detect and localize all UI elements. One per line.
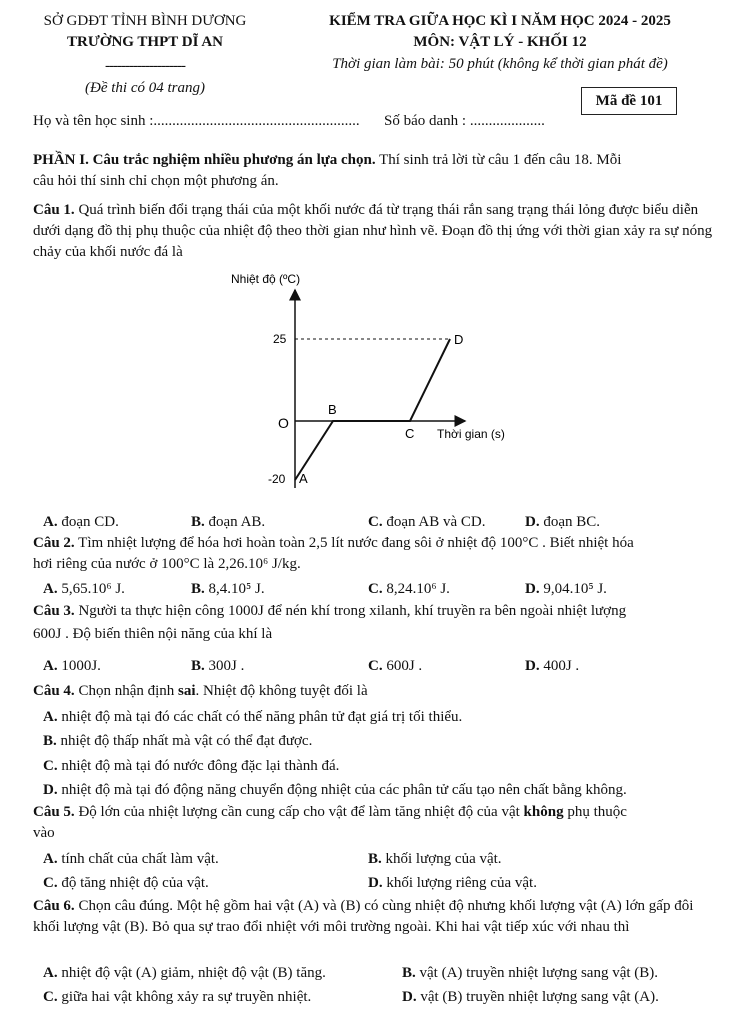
q3-option-d-text: 400J . [539,658,580,674]
q6-option-a[interactable] [43,963,326,983]
q6-option-d[interactable] [402,987,659,1007]
q5-option-b[interactable] [368,849,502,869]
graph-point-c: C [405,426,415,441]
graph-xlabel: Thời gian (s) [437,427,505,441]
q3-text-line2: 600J . Độ biến thiên nội năng của khí là [33,626,273,642]
q3-option-c-label: C. [368,658,383,674]
q4-text-bold: sai [178,683,196,699]
question-2 [33,535,634,552]
q5-option-b-text: khối lượng của vật. [381,851,502,867]
q5-option-a[interactable] [43,849,219,869]
q1-option-b-text: đoạn AB. [204,514,266,530]
q5-option-b-label: B. [368,851,382,867]
subject-title: MÔN: VẬT LÝ - KHỐI 12 [413,34,587,50]
q4-option-b[interactable] [43,731,312,751]
question-1 [33,200,713,263]
q4-label: Câu 4. [33,683,75,699]
q3-option-b-text: 300J . [204,658,245,674]
q4-option-c-text: nhiệt độ mà tại đó nước đông đặc lại thành đá. [57,758,340,774]
question-3 [33,603,626,620]
q6-option-a-text: nhiệt độ vật (A) giảm, nhiệt độ vật (B) tăng. [57,965,326,981]
q4-option-a-label: A. [43,709,58,725]
q6-option-c-text: giữa hai vật không xảy ra sự truyền nhiệt. [57,989,312,1005]
q2-option-c-label: C. [368,581,383,597]
q5-option-a-label: A. [43,851,58,867]
graph-tick-minus20: -20 [268,472,286,486]
q2-option-d[interactable] [525,579,607,599]
graph-origin-label: O [278,415,289,431]
question-6 [33,896,713,938]
q4-option-d-label: D. [43,782,58,798]
q1-text: Quá trình biến đổi trạng thái của một khối nước đá từ trạng thái rắn sang trạng thái lỏng được biểu diễn dưới dạng đồ thị phụ thuộc của nhiệt độ theo thời gian như hình vẽ. Đoạn đồ thị ứng với thời gian xảy ra sự nóng chảy của khối nước đá là [33,202,713,260]
graph-ylabel: Nhiệt độ (ºC) [231,272,301,286]
q6-option-c-label: C. [43,989,58,1005]
q1-option-d[interactable] [525,512,600,532]
q2-text-line2: hơi riêng của nước ở 100°C là 2,26.10⁶ J/kg. [33,556,301,572]
q6-option-b-label: B. [402,965,416,981]
q3-label: Câu 3. [33,603,75,619]
q1-option-c[interactable] [368,512,486,532]
q5-option-d-label: D. [368,875,383,891]
school-name: TRƯỜNG THPT DĨ AN [67,34,223,50]
q2-option-a-label: A. [43,581,58,597]
q2-option-a[interactable] [43,579,125,599]
q6-option-b-text: vật (A) truyền nhiệt lượng sang vật (B). [415,965,659,981]
part1-heading: PHẦN I. Câu trắc nghiệm nhiều phương án lựa chọn. [33,152,376,168]
q1-option-b[interactable] [191,512,265,532]
dept-name: SỞ GDĐT TỈNH BÌNH DƯƠNG [43,13,247,29]
q5-text-a: Độ lớn của nhiệt lượng cần cung cấp cho vật để làm tăng nhiệt độ của vật [74,804,524,820]
q3-option-c-text: 600J . [382,658,423,674]
page-count: (Đề thi có 04 trang) [85,80,205,96]
q6-option-d-label: D. [402,989,417,1005]
q2-option-d-label: D. [525,581,540,597]
q2-option-b-text: 8,4.10⁵ J. [204,581,265,597]
q6-label: Câu 6. [33,898,75,914]
q1-option-c-label: C. [368,514,383,530]
q3-option-a-text: 1000J. [57,658,101,674]
q5-option-d-text: khối lượng riêng của vật. [382,875,537,891]
q2-text-line1: Tìm nhiệt lượng để hóa hơi hoàn toàn 2,5 lít nước đang sôi ở nhiệt độ 100°C . Biết nhiệt hóa [74,535,634,551]
q4-option-d-text: nhiệt độ mà tại đó động năng chuyển động nhiệt của các phân tử cấu tạo nên chất bằng không. [57,782,627,798]
q4-text-a: Chọn nhận định [74,683,179,699]
graph-point-d: D [454,332,464,347]
q4-option-a[interactable] [43,707,462,727]
student-id-field[interactable]: Số báo danh : .................... [384,113,545,129]
q5-label: Câu 5. [33,804,75,820]
q6-option-a-label: A. [43,965,58,981]
header-dashes: -------------------- [105,58,185,74]
part1-instructions: Thí sinh trả lời từ câu 1 đến câu 18. Mỗi [375,152,622,168]
q3-option-b[interactable] [191,656,244,676]
q1-option-d-label: D. [525,514,540,530]
q5-text-line2: vào [33,825,55,841]
q3-option-a-label: A. [43,658,58,674]
q1-graph [225,268,515,493]
q2-option-b[interactable] [191,579,265,599]
q4-option-c-label: C. [43,758,58,774]
q3-option-c[interactable] [368,656,422,676]
q2-label: Câu 2. [33,535,75,551]
q1-option-a-label: A. [43,514,58,530]
graph-point-a: A [299,471,308,486]
q3-option-b-label: B. [191,658,205,674]
q6-text: Chọn câu đúng. Một hệ gồm hai vật (A) và (B) có cùng nhiệt độ nhưng khối lượng vật (A) lớn gấp đôi khối lượng vật (B). Bỏ qua sự trao đổi nhiệt với môi trường ngoài. Khi hai vật tiếp xúc với nhau thì [33,898,694,935]
q5-option-c[interactable] [43,873,209,893]
q1-label: Câu 1. [33,202,75,218]
q4-option-b-text: nhiệt độ thấp nhất mà vật có thể đạt được. [56,733,313,749]
q5-option-a-text: tính chất của chất làm vật. [57,851,219,867]
q5-option-d[interactable] [368,873,537,893]
graph-point-b: B [328,402,337,417]
q6-option-b[interactable] [402,963,658,983]
q1-option-a[interactable] [43,512,119,532]
student-name-field[interactable]: Họ và tên học sinh :....................................................... [33,113,360,129]
exam-code: Mã đề 101 [595,93,663,109]
q3-option-d[interactable] [525,656,579,676]
q2-option-c-text: 8,24.10⁶ J. [382,581,450,597]
q3-option-a[interactable] [43,656,101,676]
graph-tick-25: 25 [273,332,287,346]
q1-option-c-text: đoạn AB và CD. [382,514,486,530]
q6-option-d-text: vật (B) truyền nhiệt lượng sang vật (A). [416,989,659,1005]
exam-code-box [581,87,677,115]
q1-option-d-text: đoạn BC. [539,514,601,530]
q5-text-bold: không [523,804,564,820]
q4-option-b-label: B. [43,733,57,749]
q2-option-c[interactable] [368,579,450,599]
q4-text-b: . Nhiệt độ không tuyệt đối là [195,683,368,699]
q1-option-a-text: đoạn CD. [57,514,119,530]
exam-title: KIỂM TRA GIỮA HỌC KÌ I NĂM HỌC 2024 - 2025 [329,13,671,29]
time-limit: Thời gian làm bài: 50 phút (không kể thời gian phát đề) [332,56,668,72]
q3-option-d-label: D. [525,658,540,674]
q1-option-b-label: B. [191,514,205,530]
graph-curve [295,339,450,480]
question-5 [33,804,627,821]
q4-option-c[interactable] [43,756,339,776]
q5-option-c-label: C. [43,875,58,891]
q3-text-line1: Người ta thực hiện công 1000J để nén khí trong xilanh, khí truyền ra bên ngoài nhiệt lượng [74,603,627,619]
part1-line1 [33,152,621,169]
q4-option-a-text: nhiệt độ mà tại đó các chất có thế năng phân tử đạt giá trị tối thiểu. [57,709,463,725]
part1-line2: câu hỏi thí sinh chỉ chọn một phương án. [33,173,279,189]
q6-option-c[interactable] [43,987,311,1007]
q5-option-c-text: độ tăng nhiệt độ của vật. [57,875,209,891]
q4-option-d[interactable] [43,780,627,800]
q2-option-b-label: B. [191,581,205,597]
q5-text-b: phụ thuộc [563,804,627,820]
q2-option-a-text: 5,65.10⁶ J. [57,581,125,597]
q2-option-d-text: 9,04.10⁵ J. [539,581,607,597]
question-4 [33,683,368,700]
